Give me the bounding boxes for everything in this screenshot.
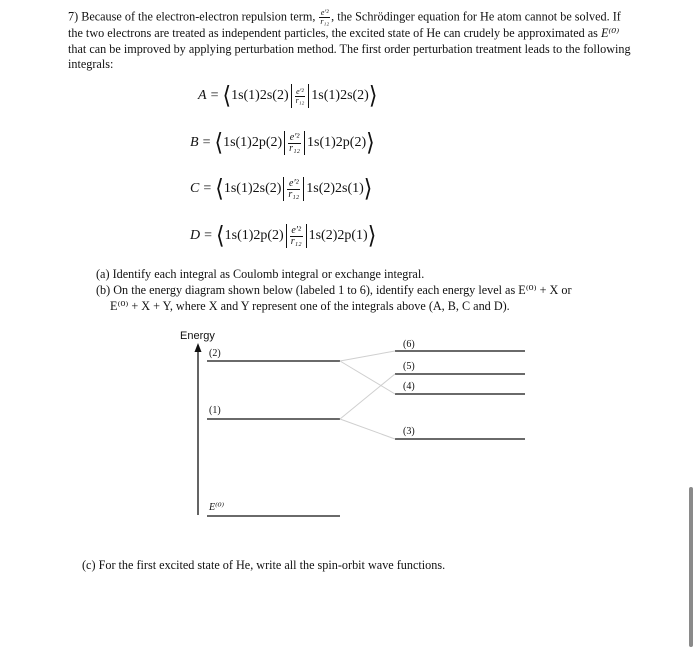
intro-part3: that can be improved by applying perturbation method. The first order perturbation treatment leads to the following integrals: <box>68 41 631 72</box>
operator-numerator: e′² <box>289 131 300 143</box>
operator-numerator: e′² <box>289 177 299 189</box>
level-5-label: (5) <box>403 361 415 372</box>
question-a: (a) Identify each integral as Coulomb integral or exchange integral. <box>96 267 425 281</box>
operator-denominator: r₁₂ <box>289 142 301 154</box>
question-c: (c) For the first excited state of He, write all the spin-orbit wave functions. <box>82 558 446 572</box>
level-1-label: (1) <box>209 405 221 416</box>
energy-symbol: E⁽⁰⁾ <box>600 26 620 40</box>
connector-2-6 <box>340 351 395 361</box>
intro-part2: , the Schrödinger equation for He atom cannot be solved. If the two electrons are treated as independent particles, the excited state of He can crudely be approximated as <box>68 9 621 40</box>
level-2-label: (2) <box>209 348 221 359</box>
energy-axis-arrow-icon <box>195 343 202 352</box>
level-e0-label: E⁽⁰⁾ <box>209 502 225 513</box>
integral-name: B <box>190 135 199 150</box>
intro-part1: 7) Because of the electron-electron repulsion term, <box>68 9 316 24</box>
operator-denominator: r₁₂ <box>295 95 305 105</box>
integral-bra: 1s(1)2p(2) <box>224 228 284 243</box>
repulsion-denominator: r₁₂ <box>320 17 330 26</box>
connector-1-5 <box>340 374 395 419</box>
integral-ket: 1s(1)2s(2) <box>311 88 369 103</box>
integral-name: A <box>198 88 207 103</box>
level-6-label: (6) <box>403 339 415 350</box>
integral-ket: 1s(1)2p(2) <box>307 135 367 150</box>
energy-axis-label: Energy <box>180 330 215 342</box>
integral-b: B = ⟨ 1s(1)2p(2) $\frac{\text{e′²}}{\text{r₁₂}}$ 1s(1)2p(2) ⟩ <box>190 128 375 157</box>
integral-bra: 1s(1)2p(2) <box>223 135 283 150</box>
level-3-label: (3) <box>403 426 415 437</box>
integral-name: C <box>190 181 200 196</box>
integral-bra: 1s(1)2s(2) <box>231 88 289 103</box>
integral-a: A = ⟨ 1s(1)2s(2) $\frac{\text{e′²}}{\text{r₁₂}}$ 1s(1)2s(2) ⟩ <box>198 81 378 110</box>
integral-ket: 1s(2)2p(1) <box>308 228 368 243</box>
connector-2-4 <box>340 361 395 394</box>
integral-name: D <box>190 228 201 243</box>
operator-numerator: e′² <box>296 86 304 96</box>
operator-denominator: r₁₂ <box>290 235 302 247</box>
integral-ket: 1s(2)2s(1) <box>306 181 364 196</box>
vertical-scrollbar[interactable] <box>689 487 693 647</box>
operator-denominator: r₁₂ <box>288 188 300 200</box>
connector-1-3 <box>340 419 395 439</box>
integral-bra: 1s(1)2s(2) <box>223 181 282 196</box>
operator-numerator: e′² <box>291 224 301 236</box>
integral-c: C = ⟨ 1s(1)2s(2) $\frac{\text{e′²}}{\text{r₁₂}}$ 1s(2)2s(1) ⟩ <box>190 174 373 203</box>
integral-d: D = ⟨ 1s(1)2p(2) $\frac{\text{e′²}}{\text{r₁₂}}$ 1s(2)2p(1) ⟩ <box>190 221 377 250</box>
repulsion-numerator: e′² <box>320 8 329 17</box>
level-4-label: (4) <box>403 381 415 392</box>
question-b-line2: E⁽⁰⁾ + X + Y, where X and Y represent one of the integrals above (A, B, C and D). <box>110 299 510 313</box>
question-b-line1: (b) On the energy diagram shown below (labeled 1 to 6), identify each energy level as E⁽⁰⁾ + X or <box>96 283 572 297</box>
